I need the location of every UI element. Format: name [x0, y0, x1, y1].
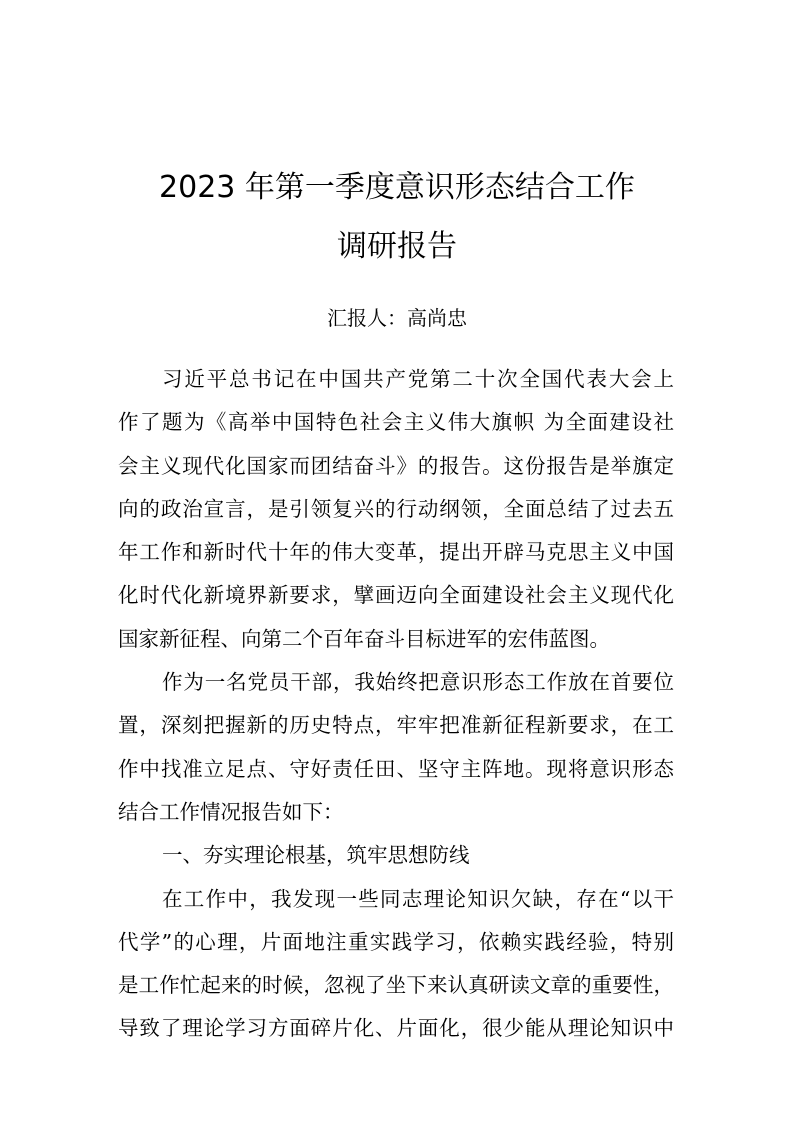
- body-line: 作中找准立足点、守好责任田、坚守主阵地。现将意识形态: [118, 756, 674, 781]
- body-line: 导致了理论学习方面碎片化、片面化，很少能从理论知识中: [118, 1016, 674, 1041]
- body-line: 代学”的心理，片面地注重实践学习，依赖实践经验，特别: [118, 929, 674, 954]
- body-line: 作为一名党员干部，我始终把意识形态工作放在首要位: [162, 670, 674, 695]
- body-line: 国家新征程、向第二个百年奋斗目标进军的宏伟蓝图。: [118, 626, 610, 651]
- reporter-name: 汇报人：高尚忠: [327, 306, 467, 330]
- body-line: 习近平总书记在中国共产党第二十次全国代表大会上: [162, 367, 674, 391]
- report-title-line-2: 调研报告: [337, 229, 457, 264]
- body-line: 置，深刻把握新的历史特点，牢牢把准新征程新要求，在工: [118, 713, 674, 738]
- body-line: 是工作忙起来的时候，忽视了坐下来认真研读文章的重要性，: [118, 973, 674, 998]
- report-title-line-1: 2023 年第一季度意识形态结合工作: [159, 170, 635, 205]
- body-line: 作了题为《高举中国特色社会主义伟大旗帜 为全面建设社: [118, 410, 674, 435]
- body-line: 化时代化新境界新要求，擘画迈向全面建设社会主义现代化: [118, 583, 674, 608]
- body-line: 在工作中，我发现一些同志理论知识欠缺，存在“以干: [162, 886, 674, 911]
- body-line: 向的政治宣言，是引领复兴的行动纲领，全面总结了过去五: [118, 496, 674, 521]
- report-body: [118, 358, 674, 1051]
- body-line: 年工作和新时代十年的伟大变革，提出开辟马克思主义中国: [118, 540, 674, 565]
- section-heading: 一、夯实理论根基，筑牢思想防线: [162, 843, 470, 868]
- body-line: 结合工作情况报告如下：: [118, 799, 344, 824]
- body-line: 会主义现代化国家而团结奋斗》的报告。这份报告是举旗定: [118, 453, 674, 478]
